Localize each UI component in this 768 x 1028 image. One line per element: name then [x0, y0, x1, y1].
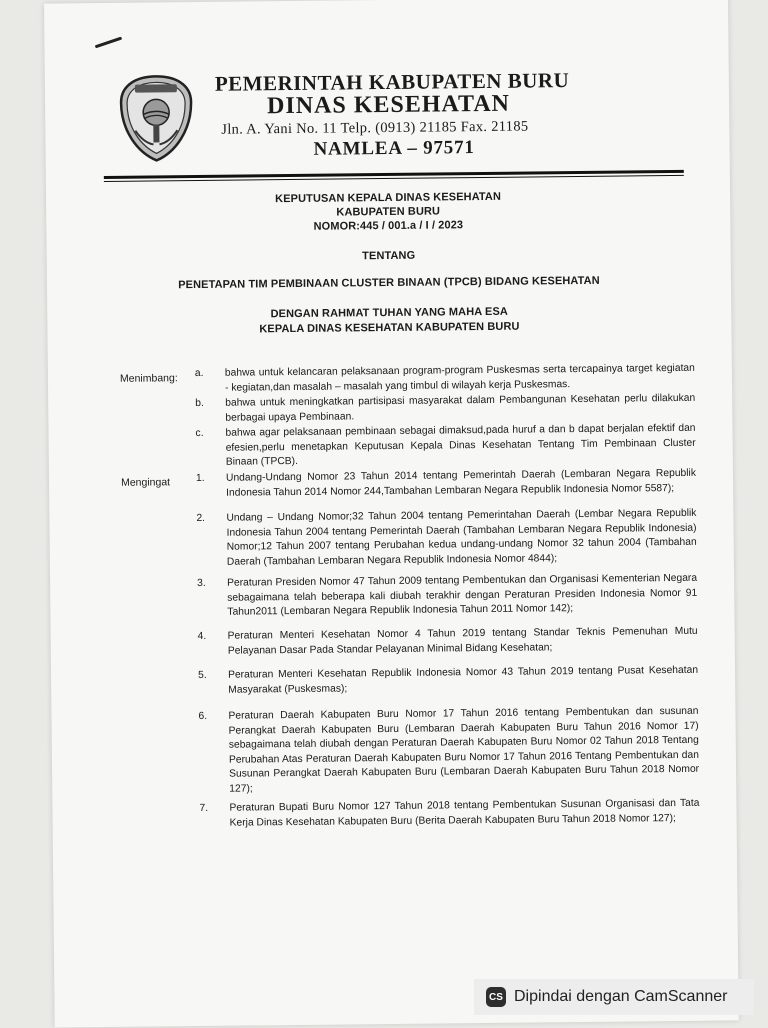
document-page [44, 0, 739, 1028]
scanner-watermark-text: Dipindai dengan CamScanner [514, 988, 728, 1005]
item-text: Peraturan Menteri Kesehatan Nomor 4 Tahun 2019 tentang Standar Teknis Pemenuhan Mutu Pelayanan Dasar Pada Standar Pelayanan Minimal Bidang Kesehatan; [227, 625, 698, 657]
item-marker: 7. [199, 802, 209, 814]
mengingat-item [198, 625, 698, 659]
item-text: bahwa untuk kelancaran pelaksanaan program-program Puskesmas serta tercapainya target kegiatan - kegiatan,dan masalah – masalah yang timbul di wilayah kerja Puskesmas. [224, 362, 695, 394]
decree-number: NOMOR:445 / 001.a / I / 2023 [313, 219, 464, 233]
mengingat-label: Mengingat [120, 476, 171, 489]
item-text: Undang-Undang Nomor 23 Tahun 2014 tentang Pemerintah Daerah (Lembaran Negara Republik Indonesia Tahun 2014 Nomor 244,Tambahan Lembaran Negara Republik Indonesia Nomor 5587); [225, 467, 697, 499]
item-marker: 4. [197, 630, 207, 643]
scanner-watermark [474, 979, 754, 1015]
item-text: Undang – Undang Nomor;32 Tahun 2004 tentang Pemerintahan Daerah (Lembar Negara Republik Indonesia Tahun 2004 tentang Pemerintah Daerah (Tambahan Lembaran Negara Republik Indonesia) Nomor;12 Tahun 2007 tentang Perubahan kedua undang-undang Nomor 32 tahun 2004 (Tambahan Daerah (Tambahan Lembaran Negara Republik Indonesia Nomor 4844); [226, 507, 697, 568]
pen-mark [95, 37, 122, 49]
item-marker: 1. [195, 472, 205, 485]
mengingat-item [197, 572, 697, 621]
government-name: PEMERINTAH KABUPATEN BURU [214, 68, 570, 96]
decree-about-label: TENTANG [362, 249, 416, 263]
mengingat-item [196, 467, 696, 501]
item-marker: 6. [198, 710, 208, 723]
item-text: Peraturan Presiden Nomor 47 Tahun 2009 tentang Pembentukan dan Organisasi Kementerian Negara sebagaimana telah beberapa kali diubah terakhir dengan Peraturan Presiden Indonesia Nomor 91 Tahun2011 (Lembaran Negara Republik Indonesia Tahun 2011 Nomor 142); [227, 572, 698, 618]
decree-region: KABUPATEN BURU [336, 205, 441, 219]
regency-emblem-icon [117, 72, 196, 165]
item-marker: c. [195, 427, 204, 440]
mengingat-item [199, 797, 699, 831]
item-marker: b. [195, 397, 204, 410]
camscanner-icon: CS [486, 987, 506, 1007]
decree-blessing: DENGAN RAHMAT TUHAN YANG MAHA ESA [270, 305, 509, 321]
menimbang-item [195, 422, 695, 471]
item-text: bahwa untuk meningkatkan partisipasi masyarakat dalam Pembangunan Kesehatan perlu dilakukan berbagai upaya Pembinaan. [225, 392, 696, 424]
decree-issuer: KEPALA DINAS KESEHATAN KABUPATEN BURU [259, 320, 520, 336]
menimbang-item [195, 392, 695, 426]
item-marker: 2. [196, 512, 206, 525]
agency-address: Jln. A. Yani No. 11 Telp. (0913) 21185 Fax. 21185 [221, 118, 529, 138]
mengingat-item [196, 507, 697, 570]
agency-city: NAMLEA – 97571 [313, 137, 475, 160]
item-text: Peraturan Bupati Buru Nomor 127 Tahun 2018 tentang Pembentukan Susunan Organisasi dan Tata Kerja Dinas Kesehatan Kabupaten Buru (Berita Daerah Kabupaten Buru Tahun 2018 Nomor 127); [229, 797, 700, 829]
agency-name: DINAS KESEHATAN [266, 90, 511, 120]
item-marker: 5. [198, 669, 207, 682]
item-text: bahwa agar pelaksanaan pembinaan sebagai dimaksud,pada huruf a dan b dapat berjalan efektif dan efesien,perlu menetapkan Keputusan Kepala Dinas Kesehatan Tentang Tim Pembinaan Cluster Binaan (TPCB). [225, 422, 696, 468]
item-marker: 3. [197, 577, 206, 590]
mengingat-item [198, 664, 698, 698]
item-text: Peraturan Daerah Kabupaten Buru Nomor 17 Tahun 2016 tentang Pembentukan dan susunan Perangkat Daerah Kabupaten Buru (Lembaran Daerah Kabupaten Buru Tahun 2016 Nomor 17) sebagaimana telah diubah dengan Peraturan Daerah Kabupaten Buru Nomor 02 Tahun 2018 Tentang Perubahan Atas Peraturan Daerah Kabupaten Buru Nomor 17 Tahun 2016 Tentang Pembentukan dan Susunan Perangkat Daerah Kabupaten Buru (Lembaran Daerah Kabupaten Buru Tahun 2018 Nomor 127); [228, 705, 700, 795]
item-marker: a. [194, 367, 204, 380]
menimbang-item [195, 362, 695, 396]
decree-title: KEPUTUSAN KEPALA DINAS KESEHATAN [275, 190, 502, 206]
mengingat-item [198, 705, 699, 797]
menimbang-label: Menimbang: [119, 372, 178, 385]
item-text: Peraturan Menteri Kesehatan Republik Indonesia Nomor 43 Tahun 2019 tentang Pusat Kesehatan Masyarakat (Puskesmas); [228, 664, 699, 696]
decree-subject: PENETAPAN TIM PEMBINAAN CLUSTER BINAAN (TPCB) BIDANG KESEHATAN [178, 274, 600, 292]
